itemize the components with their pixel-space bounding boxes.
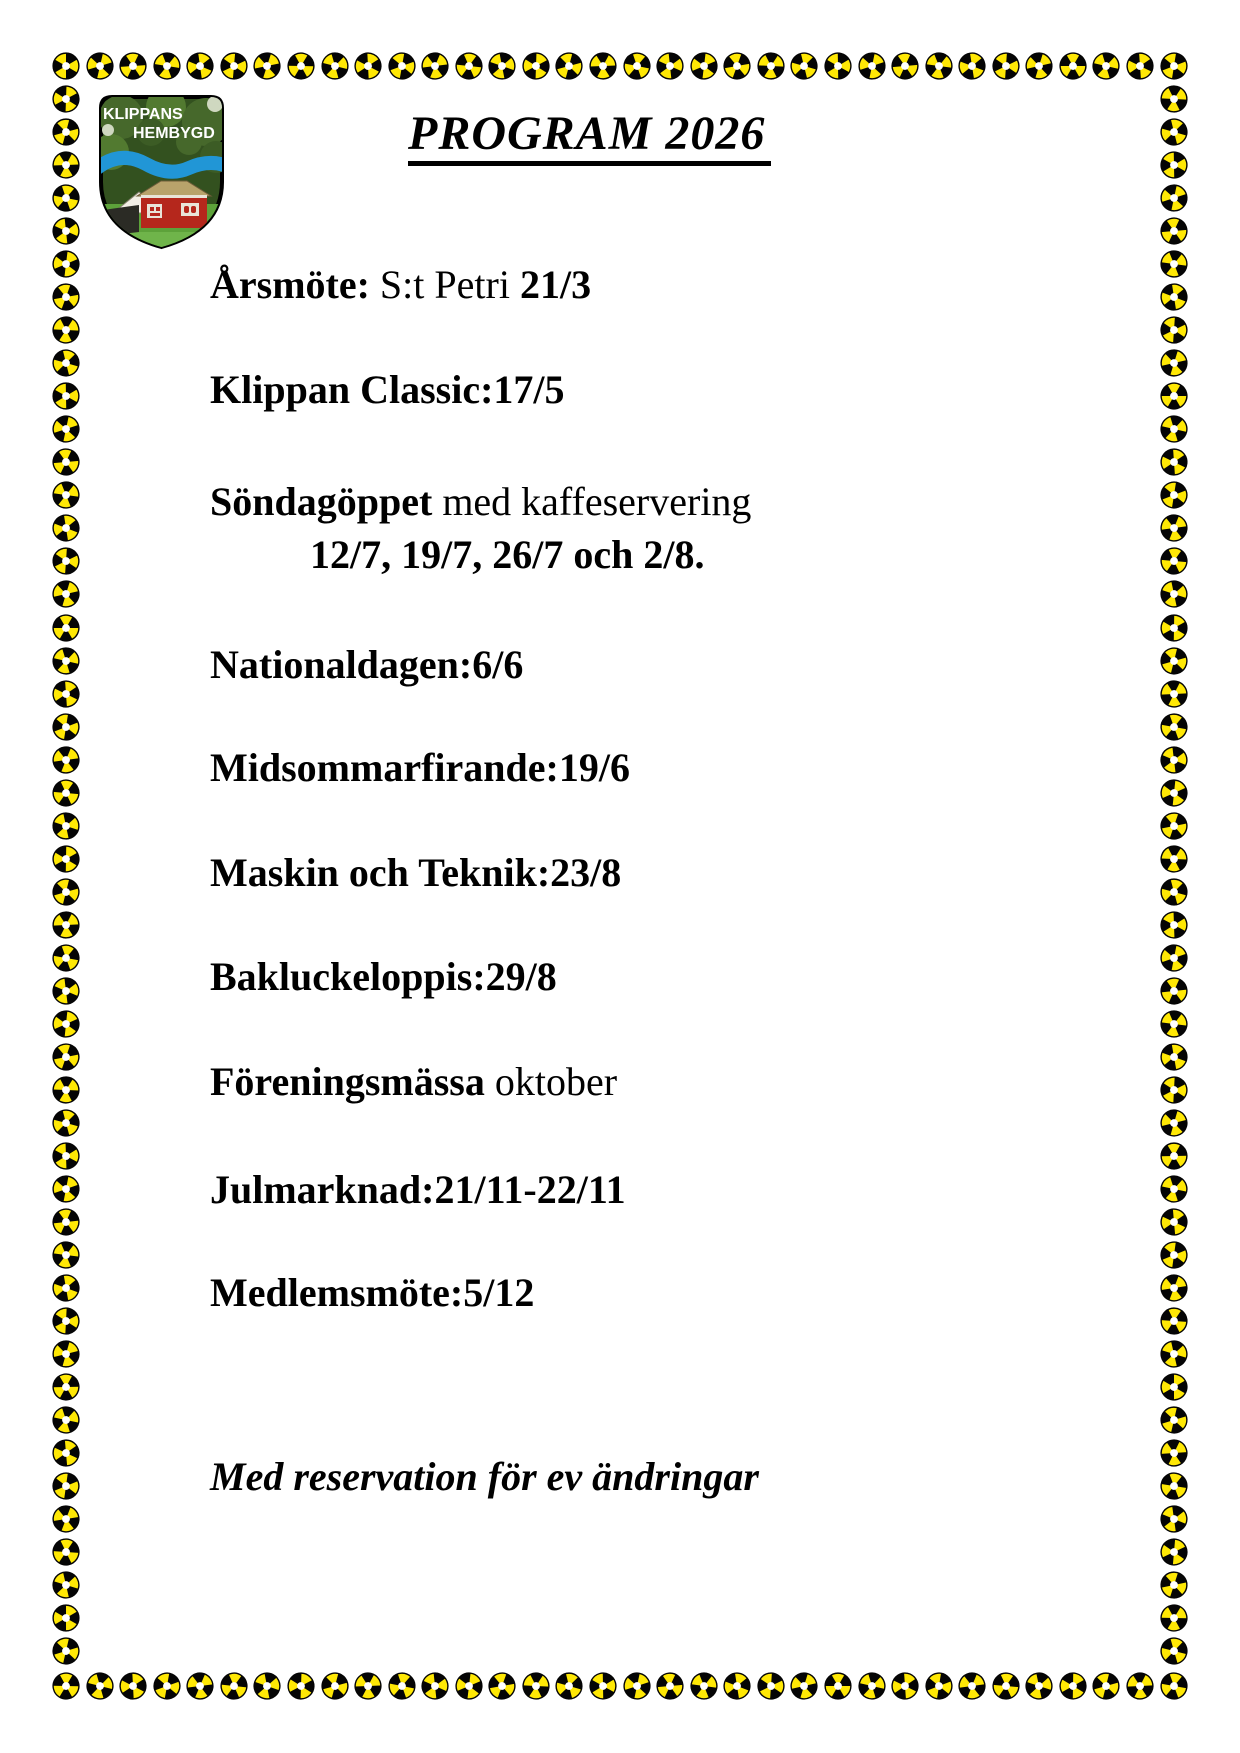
pinwheel-border-icon	[1160, 580, 1188, 608]
pinwheel-border-icon	[1160, 977, 1188, 1005]
pinwheel-border-icon	[1160, 547, 1188, 575]
pinwheel-border-icon	[1160, 481, 1188, 509]
pinwheel-border-icon	[1160, 1373, 1188, 1401]
pinwheel-border-icon	[1160, 680, 1188, 708]
pinwheel-border-icon	[354, 1672, 382, 1700]
pinwheel-border-icon	[253, 52, 281, 80]
pinwheel-border-icon	[52, 1505, 80, 1533]
pinwheel-border-icon	[388, 52, 416, 80]
pinwheel-border-icon	[52, 647, 80, 675]
event-sondagoppet-dates	[310, 532, 704, 578]
pinwheel-border-icon	[1160, 1076, 1188, 1104]
event-label: Medlemsmöte:5/12	[210, 1270, 535, 1315]
event-maskin-och-teknik	[210, 850, 621, 896]
pinwheel-border-icon	[52, 977, 80, 1005]
pinwheel-border-icon	[354, 52, 382, 80]
event-date: 12/7, 19/7, 26/7 och 2/8.	[310, 532, 705, 577]
pinwheel-border-icon	[1160, 1672, 1188, 1700]
pinwheel-border-icon	[690, 52, 718, 80]
pinwheel-border-icon	[52, 1043, 80, 1071]
event-label: Söndagöppet	[210, 479, 433, 524]
pinwheel-border-icon	[186, 52, 214, 80]
pinwheel-border-icon	[52, 1076, 80, 1104]
pinwheel-border-icon	[1160, 283, 1188, 311]
pinwheel-border-icon	[589, 1672, 617, 1700]
pinwheel-border-icon	[52, 614, 80, 642]
pinwheel-border-icon	[52, 1672, 80, 1700]
event-medlemsmote	[210, 1270, 534, 1316]
pinwheel-border-icon	[824, 52, 852, 80]
pinwheel-border-icon	[52, 1307, 80, 1335]
pinwheel-border-icon	[1160, 1406, 1188, 1434]
pinwheel-border-icon	[1160, 448, 1188, 476]
pinwheel-border-icon	[925, 52, 953, 80]
pinwheel-border-icon	[52, 1109, 80, 1137]
pinwheel-border-icon	[1160, 1274, 1188, 1302]
pinwheel-border-icon	[656, 52, 684, 80]
pinwheel-border-icon	[958, 1672, 986, 1700]
pinwheel-border-icon	[52, 382, 80, 410]
pinwheel-border-icon	[1160, 1043, 1188, 1071]
pinwheel-border-icon	[1160, 1208, 1188, 1236]
pinwheel-border-icon	[992, 52, 1020, 80]
logo-text-line2: HEMBYGD	[133, 125, 215, 142]
event-detail: med kaffeservering	[432, 479, 752, 524]
pinwheel-border-icon	[1025, 52, 1053, 80]
pinwheel-border-icon	[153, 1672, 181, 1700]
pinwheel-border-icon	[1160, 614, 1188, 642]
pinwheel-border-icon	[52, 547, 80, 575]
pinwheel-border-icon	[1160, 1340, 1188, 1368]
pinwheel-border-icon	[52, 779, 80, 807]
pinwheel-border-icon	[1160, 746, 1188, 774]
pinwheel-border-icon	[52, 1142, 80, 1170]
pinwheel-border-icon	[1160, 1538, 1188, 1566]
pinwheel-border-icon	[52, 1274, 80, 1302]
event-detail: oktober	[484, 1059, 618, 1104]
pinwheel-border-icon	[656, 1672, 684, 1700]
pinwheel-border-icon	[1160, 1142, 1188, 1170]
pinwheel-border-icon	[52, 812, 80, 840]
pinwheel-border-icon	[52, 118, 80, 146]
pinwheel-border-icon	[555, 1672, 583, 1700]
pinwheel-border-icon	[119, 1672, 147, 1700]
pinwheel-border-icon	[52, 1241, 80, 1269]
pinwheel-border-icon	[1160, 1307, 1188, 1335]
event-label: Julmarknad:21/11-22/11	[210, 1167, 626, 1212]
pinwheel-border-icon	[1160, 713, 1188, 741]
logo-text-line1: KLIPPANS	[103, 106, 183, 123]
pinwheel-border-icon	[52, 481, 80, 509]
pinwheel-border-icon	[52, 1406, 80, 1434]
pinwheel-border-icon	[824, 1672, 852, 1700]
border-top	[52, 52, 1188, 80]
pinwheel-border-icon	[52, 580, 80, 608]
pinwheel-border-icon	[287, 52, 315, 80]
event-klippan-classic	[210, 367, 565, 413]
event-date: 21/3	[519, 262, 592, 307]
pinwheel-border-icon	[52, 1637, 80, 1665]
pinwheel-border-icon	[388, 1672, 416, 1700]
pinwheel-border-icon	[52, 1208, 80, 1236]
pinwheel-border-icon	[1160, 944, 1188, 972]
pinwheel-border-icon	[1160, 184, 1188, 212]
pinwheel-border-icon	[1059, 1672, 1087, 1700]
pinwheel-border-icon	[52, 184, 80, 212]
pinwheel-border-icon	[1160, 85, 1188, 113]
pinwheel-border-icon	[690, 1672, 718, 1700]
pinwheel-border-icon	[52, 514, 80, 542]
event-detail: S:t Petri	[369, 262, 520, 307]
pinwheel-border-icon	[1092, 1672, 1120, 1700]
pinwheel-border-icon	[1092, 52, 1120, 80]
pinwheel-border-icon	[723, 1672, 751, 1700]
pinwheel-border-icon	[992, 1672, 1020, 1700]
pinwheel-border-icon	[421, 52, 449, 80]
event-label: Nationaldagen:6/6	[210, 642, 524, 687]
pinwheel-border-icon	[52, 448, 80, 476]
pinwheel-border-icon	[1160, 1571, 1188, 1599]
pinwheel-border-icon	[52, 878, 80, 906]
pinwheel-border-icon	[1160, 845, 1188, 873]
pinwheel-border-icon	[1160, 1439, 1188, 1467]
pinwheel-border-icon	[891, 1672, 919, 1700]
pinwheel-border-icon	[455, 1672, 483, 1700]
pinwheel-border-icon	[1160, 1505, 1188, 1533]
event-label: Föreningsmässa	[210, 1059, 485, 1104]
pinwheel-border-icon	[790, 52, 818, 80]
event-label: Midsommarfirande:19/6	[210, 745, 630, 790]
pinwheel-border-icon	[52, 1373, 80, 1401]
border-left	[52, 85, 80, 1666]
pinwheel-border-icon	[723, 52, 751, 80]
pinwheel-border-icon	[52, 1010, 80, 1038]
pinwheel-border-icon	[52, 1175, 80, 1203]
pinwheel-border-icon	[421, 1672, 449, 1700]
pinwheel-border-icon	[52, 746, 80, 774]
pinwheel-border-icon	[186, 1672, 214, 1700]
pinwheel-border-icon	[220, 52, 248, 80]
event-label: Årsmöte:	[210, 262, 370, 307]
pinwheel-border-icon	[1160, 1604, 1188, 1632]
pinwheel-border-icon	[1160, 1472, 1188, 1500]
pinwheel-border-icon	[153, 52, 181, 80]
pinwheel-border-icon	[52, 349, 80, 377]
pinwheel-border-icon	[1160, 217, 1188, 245]
pinwheel-border-icon	[757, 1672, 785, 1700]
event-midsommarfirande	[210, 745, 630, 791]
pinwheel-border-icon	[321, 52, 349, 80]
pinwheel-border-icon	[1126, 1672, 1154, 1700]
pinwheel-border-icon	[1160, 1175, 1188, 1203]
pinwheel-border-icon	[1160, 316, 1188, 344]
pinwheel-border-icon	[1160, 118, 1188, 146]
pinwheel-border-icon	[623, 1672, 651, 1700]
pinwheel-border-icon	[522, 52, 550, 80]
pinwheel-border-icon	[52, 680, 80, 708]
pinwheel-border-icon	[1160, 878, 1188, 906]
pinwheel-border-icon	[52, 85, 80, 113]
reservation-note: Med reservation för ev ändringar	[210, 1454, 759, 1499]
pinwheel-border-icon	[455, 52, 483, 80]
pinwheel-border-icon	[1160, 647, 1188, 675]
pinwheel-border-icon	[1160, 1241, 1188, 1269]
pinwheel-border-icon	[321, 1672, 349, 1700]
pinwheel-border-icon	[1160, 52, 1188, 80]
pinwheel-border-icon	[891, 52, 919, 80]
pinwheel-border-icon	[1160, 1637, 1188, 1665]
pinwheel-border-icon	[589, 52, 617, 80]
pinwheel-border-icon	[1160, 382, 1188, 410]
pinwheel-border-icon	[1160, 151, 1188, 179]
pinwheel-border-icon	[52, 1439, 80, 1467]
pinwheel-border-icon	[52, 217, 80, 245]
pinwheel-border-icon	[858, 1672, 886, 1700]
pinwheel-border-icon	[958, 52, 986, 80]
event-julmarknad	[210, 1167, 626, 1213]
event-label: Maskin och Teknik:23/8	[210, 850, 622, 895]
page-title: PROGRAM 2026	[408, 108, 771, 166]
pinwheel-border-icon	[858, 52, 886, 80]
klippans-hembygd-logo	[91, 92, 232, 252]
pinwheel-border-icon	[52, 1604, 80, 1632]
pinwheel-border-icon	[1160, 779, 1188, 807]
pinwheel-border-icon	[52, 1472, 80, 1500]
pinwheel-border-icon	[1160, 415, 1188, 443]
pinwheel-border-icon	[52, 52, 80, 80]
pinwheel-border-icon	[1160, 812, 1188, 840]
pinwheel-border-icon	[86, 52, 114, 80]
pinwheel-border-icon	[52, 1340, 80, 1368]
pinwheel-border-icon	[925, 1672, 953, 1700]
pinwheel-border-icon	[52, 316, 80, 344]
pinwheel-border-icon	[522, 1672, 550, 1700]
pinwheel-border-icon	[1025, 1672, 1053, 1700]
pinwheel-border-icon	[287, 1672, 315, 1700]
border-bottom	[52, 1672, 1188, 1700]
event-bakluckeloppis	[210, 954, 557, 1000]
pinwheel-border-icon	[52, 713, 80, 741]
pinwheel-border-icon	[220, 1672, 248, 1700]
event-foreningsmassa	[210, 1059, 617, 1105]
pinwheel-border-icon	[488, 1672, 516, 1700]
pinwheel-border-icon	[1160, 250, 1188, 278]
pinwheel-border-icon	[52, 250, 80, 278]
pinwheel-border-icon	[52, 415, 80, 443]
event-arsmote	[210, 262, 591, 308]
pinwheel-border-icon	[1160, 911, 1188, 939]
pinwheel-border-icon	[1160, 1109, 1188, 1137]
pinwheel-border-icon	[52, 845, 80, 873]
event-nationaldagen	[210, 642, 523, 688]
event-label: Klippan Classic:17/5	[210, 367, 565, 412]
border-right	[1160, 85, 1188, 1666]
pinwheel-border-icon	[1160, 1010, 1188, 1038]
pinwheel-border-icon	[52, 283, 80, 311]
pinwheel-border-icon	[790, 1672, 818, 1700]
pinwheel-border-icon	[1059, 52, 1087, 80]
pinwheel-border-icon	[623, 52, 651, 80]
pinwheel-border-icon	[555, 52, 583, 80]
pinwheel-border-icon	[253, 1672, 281, 1700]
pinwheel-border-icon	[52, 1571, 80, 1599]
pinwheel-border-icon	[488, 52, 516, 80]
pinwheel-border-icon	[1126, 52, 1154, 80]
pinwheel-border-icon	[52, 911, 80, 939]
pinwheel-border-icon	[52, 944, 80, 972]
pinwheel-border-icon	[52, 151, 80, 179]
pinwheel-border-icon	[1160, 349, 1188, 377]
event-sondagoppet	[210, 479, 751, 525]
pinwheel-border-icon	[119, 52, 147, 80]
event-label: Bakluckeloppis:29/8	[210, 954, 557, 999]
pinwheel-border-icon	[52, 1538, 80, 1566]
pinwheel-border-icon	[86, 1672, 114, 1700]
pinwheel-border-icon	[1160, 514, 1188, 542]
pinwheel-border-icon	[757, 52, 785, 80]
